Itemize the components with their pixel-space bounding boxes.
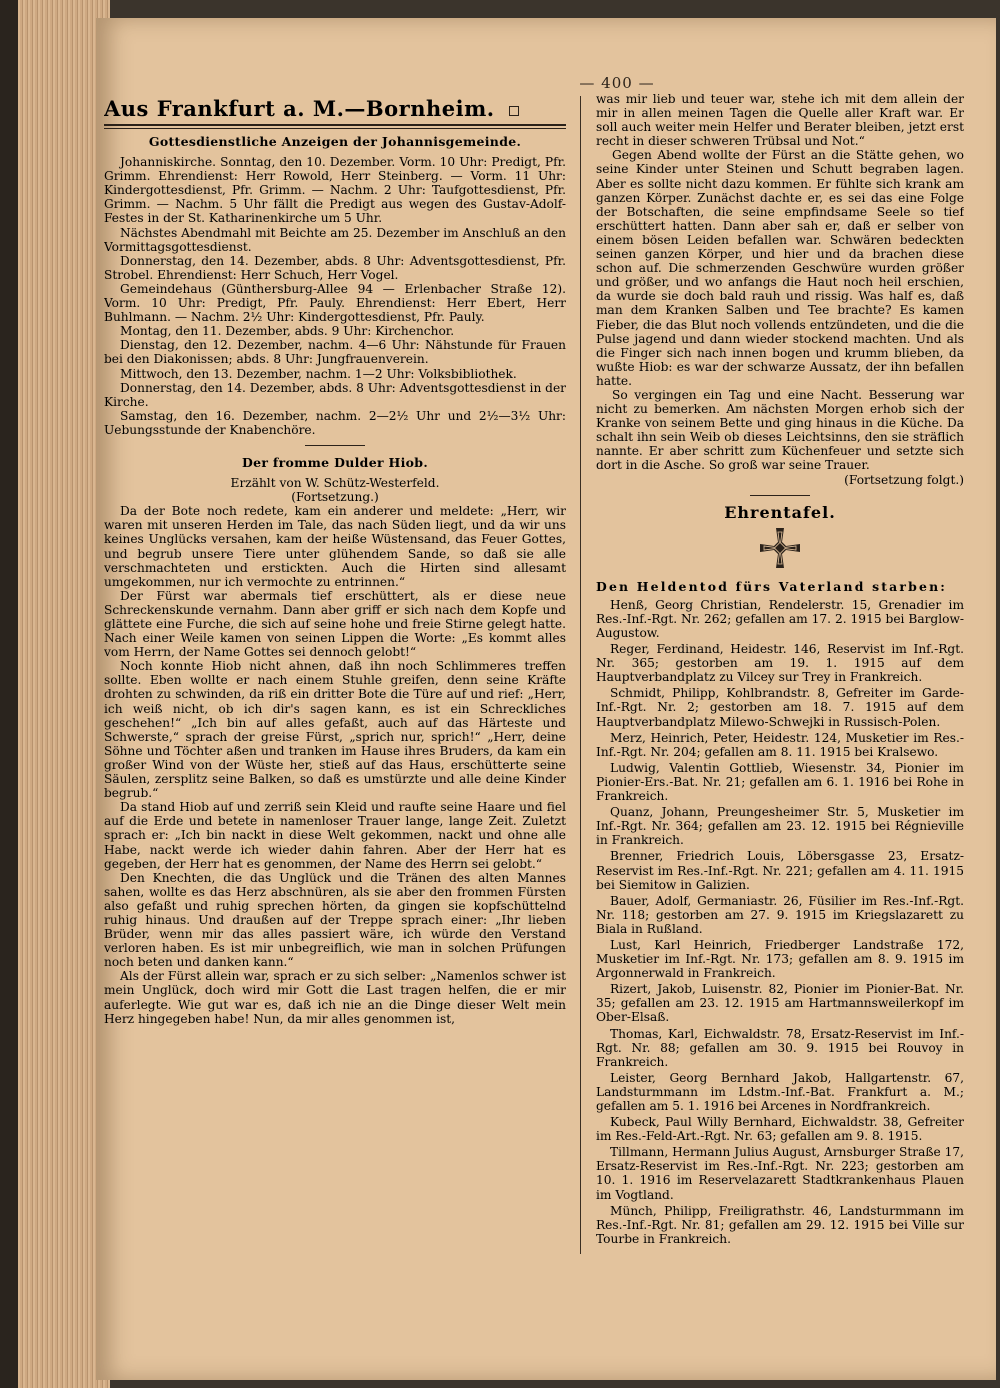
left-column: [104, 92, 566, 1332]
iron-cross-icon: [758, 526, 802, 570]
honor-entry: Merz, Heinrich, Peter, Heidestr. 124, Musketier im Res.-Inf.-Rgt. Nr. 204; gefallen am 8. 11. 1915 bei Kralsewo.: [596, 730, 964, 759]
separator-rule: [750, 495, 810, 496]
section-title: [104, 96, 566, 122]
story-paragraph: Den Knechten, die das Unglück und die Tränen des alten Mannes sahen, wollte es das Herz abschnüren, als sie aber den frommen Fürsten also gefaßt und ruhig sprechen hörten, da gingen sie kopfschüttelnd ruhig hinaus. Und draußen auf der Treppe sprach einer: „Ihr lieben Brüder, wenn mir das alles passiert wäre, ich würde den Verstand verloren haben. Es ist mir unbegreiflich, wie man in solchen Prüfungen noch beten und danken kann.“: [104, 870, 566, 970]
story-end: (Fortsetzung folgt.): [844, 472, 964, 487]
notice-paragraph: Samstag, den 16. Dezember, nachm. 2—2½ Uhr und 2½—3½ Uhr: Uebungsstunde der Knabenchöre.: [104, 408, 566, 437]
notice-paragraph: Mittwoch, den 13. Dezember, nachm. 1—2 Uhr: Volksbibliothek.: [120, 366, 517, 381]
honor-entry: Henß, Georg Christian, Rendelerstr. 15, Grenadier im Res.-Inf.-Rgt. Nr. 262; gefallen am 17. 2. 1915 bei Barglow-Augustow.: [596, 597, 964, 640]
honor-entry: Leister, Georg Bernhard Jakob, Hallgartenstr. 67, Landsturmmann im Ldstm.-Inf.-Bat. Frankfurt a. M.; gefallen am 5. 1. 1916 bei Arcenes in Nordfrankreich.: [596, 1070, 964, 1113]
story-paragraph: Der Fürst war abermals tief erschüttert, als er diese neue Schreckenskunde vernahm. Dann aber griff er sich nach dem Kopfe und glättete eine Furche, die sich auf seine hohe und freie Stirne gelegt hatte. Nach einer Weile kamen von seinen Lippen die Worte: „Es kommt alles vom Herrn, der Name Gottes sei dennoch gelobt!“: [104, 588, 566, 660]
story-paragraph: Da der Bote noch redete, kam ein anderer und meldete: „Herr, wir waren mit unseren Herden im Tale, das nach Süden liegt, und da wir uns keines Unglücks versahen, kam der heiße Wüstensand, das Feuer Gottes, und begrub unsere Tiere unter glühendem Sande, so daß sie alle verschmachteten und erstickten. Auch die Hirten sind allesamt umgekommen, nur ich vermochte zu entrinnen.“: [104, 504, 566, 589]
honor-entry: Rizert, Jakob, Luisenstr. 82, Pionier im Pionier-Bat. Nr. 35; gefallen am 23. 12. 1915 am Hartmannsweilerkopf im Ober-Elsaß.: [596, 982, 964, 1025]
honor-roll-title: Ehrentafel.: [724, 502, 836, 522]
title-rule: [104, 124, 566, 129]
story-title: Der fromme Dulder Hiob.: [242, 454, 428, 470]
notice-paragraph: Gemeindehaus (Günthersburg-Allee 94 — Erlenbacher Straße 12). Vorm. 10 Uhr: Predigt, Pfr. Pauly. Ehrendienst: Herr Ebert, Herr Buhlmann. — Nachm. 2½ Uhr: Kindergottesdienst, Pfr. Pauly.: [104, 281, 566, 325]
story-paragraph: Da stand Hiob auf und zerriß sein Kleid und raufte seine Haare und fiel auf die Erde und betete in namenloser Trauer lange, lange Zeit. Zuletzt sprach er: „Ich bin nackt in diese Welt gekommen, nackt und ohne alle Habe, nackt werde ich wieder dahin fahren. Aber der Herr hat es gegeben, der Herr hat es genommen, der Name des Herrn sei gelobt.“: [104, 800, 566, 871]
notice-paragraph: Donnerstag, den 14. Dezember, abds. 8 Uhr: Adventsgottesdienst, Pfr. Strobel. Ehrendienst: Herr Schuch, Herr Vogel.: [104, 253, 566, 282]
section-title-text: Aus Frankfurt a. M.—Bornheim.: [104, 96, 495, 121]
notice-paragraph: Nächstes Abendmahl mit Beichte am 25. Dezember im Anschluß an den Vormittagsgottesdienst.: [104, 225, 566, 254]
honor-entry: Münch, Philipp, Freiligrathstr. 46, Landsturmmann im Res.-Inf.-Rgt. Nr. 81; gefallen am 29. 12. 1915 bei Ville sur Tourbe in Frankreich.: [596, 1203, 964, 1246]
honor-entry: Reger, Ferdinand, Heidestr. 146, Reservist im Inf.-Rgt. Nr. 365; gestorben am 19. 1. 1915 auf dem Hauptverbandplatz zu Vilcey sur Trey in Frankreich.: [596, 642, 964, 685]
story-continuation: (Fortsetzung.): [291, 490, 379, 505]
honor-entry: Schmidt, Philipp, Kohlbrandstr. 8, Gefreiter im Garde-Inf.-Rgt. Nr. 2; gestorben am 18. 7. 1915 auf dem Hauptverbandplatz Milewo-Schwejki in Russisch-Polen.: [596, 686, 964, 729]
story-byline: Erzählt von W. Schütz-Westerfeld.: [230, 476, 440, 491]
honor-entry: Bauer, Adolf, Germaniastr. 26, Füsilier im Res.-Inf.-Rgt. Nr. 118; gestorben am 27. 9. 1915 im Kriegslazarett zu Biala in Rußland.: [596, 893, 964, 936]
honor-entry: Kubeck, Paul Willy Bernhard, Eichwaldstr. 38, Gefreiter im Res.-Feld-Art.-Rgt. Nr. 63; gefallen am 9. 8. 1915.: [596, 1115, 964, 1144]
honor-entry: Brenner, Friedrich Louis, Löbersgasse 23, Ersatz-Reservist im Res.-Inf.-Rgt. Nr. 221; gefallen am 4. 11. 1915 bei Siemitow in Galizien.: [596, 849, 964, 892]
honor-roll-heading: Den Heldentod fürs Vaterland starben:: [596, 578, 948, 594]
page-number: — 400 —: [579, 74, 655, 92]
story-paragraph: Als der Fürst allein war, sprach er zu sich selber: „Namenlos schwer ist mein Unglück, doch wird mir Gott die Last tragen helfen, die er mir auferlegte. Wie gut war es, daß ich nie an die Dinge dieser Welt mein Herz hingegeben habe! Nun, da mir alles genommen ist,: [104, 969, 566, 1026]
right-column: [596, 92, 964, 1332]
honor-entry: Tillmann, Hermann Julius August, Arnsburger Straße 17, Ersatz-Reservist im Res.-Inf.-Rgt. Nr. 223; gestorben am 10. 1. 1916 im Reservelazarett Stadtkrankenhaus Plauen im Vogtland.: [596, 1145, 964, 1202]
story-paragraph: was mir lieb und teuer war, stehe ich mit dem allein der mir in allen meinen Tagen die Quelle aller Kraft war. Er soll auch weiter mein Helfer und Berater bleiben, jetzt erst recht in dieser schweren Trübsal und Not.“: [596, 92, 964, 149]
honor-entry: Thomas, Karl, Eichwaldstr. 78, Ersatz-Reservist im Inf.-Rgt. Nr. 88; gefallen am 30. 9. 1915 bei Rouvoy in Frankreich.: [596, 1026, 964, 1069]
story-paragraph: Gegen Abend wollte der Fürst an die Stätte gehen, wo seine Kinder unter Steinen und Schutt begraben lagen. Aber es sollte nicht dazu kommen. Er fühlte sich krank am ganzen Körper. Zunächst dachte er, es sei das eine Folge der Botschaften, die seine empfindsame Seele so tief erschüttert hatten. Dann aber sah er, daß er selber von einem bösen Leiden befallen war. Schwären bedeckten seinen ganzen Körper, und hier und da brachen diese schon auf. Die schmerzenden Geschwüre wurden größer und größer, und wo anfangs die Haut noch heil erschien, da wurde sie doch bald rauh und rissig. Was half es, daß man dem Kranken Salben und Tee brachte? Es kamen Fieber, die das Blut noch vollends entzündeten, und die die Pulse jagend und dann wieder stockend machten. Und als die Finger sich nach innen bogen und krumm blieben, da wußte Hiob: es war der schwarze Aussatz, der ihn befallen hatte.: [596, 148, 964, 388]
notice-paragraph: Donnerstag, den 14. Dezember, abds. 8 Uhr: Adventsgottesdienst in der Kirche.: [104, 380, 566, 409]
story-paragraph: So vergingen ein Tag und eine Nacht. Besserung war nicht zu bemerken. Am nächsten Morgen erhob sich der Kranke von seinem Bette und ging hinaus in die Küche. Da schalt ihn sein Weib ob dieses Leichtsinns, den sie sträflich nannte. Er aber schritt zum Küchenfeuer und setzte sich dort in die Asche. So groß war seine Trauer.: [596, 387, 964, 473]
book-spine: [0, 0, 18, 1388]
honor-entry: Lust, Karl Heinrich, Friedberger Landstraße 172, Musketier im Inf.-Rgt. Nr. 173; gefallen am 8. 9. 1915 im Argonnerwald in Frankreich.: [596, 937, 964, 981]
notice-paragraph: Johanniskirche. Sonntag, den 10. Dezember. Vorm. 10 Uhr: Predigt, Pfr. Grimm. Ehrendienst: Herr Rowold, Herr Steinberg. — Vorm. 11 Uhr: Kindergottesdienst, Pfr. Grimm. — Nachm. 2 Uhr: Taufgottesdienst, Pfr. Grimm. — Nachm. 5 Uhr fällt die Predigt aus wegen des Gustav-Adolf-Festes in der St. Katharinenkirche um 5 Uhr.: [104, 155, 566, 226]
column-divider: [580, 96, 581, 1254]
square-ornament-icon: [509, 106, 519, 116]
separator-rule: [305, 445, 365, 446]
honor-entry: Ludwig, Valentin Gottlieb, Wiesenstr. 34, Pionier im Pionier-Ers.-Bat. Nr. 21; gefallen am 6. 1. 1916 bei Rohe in Frankreich.: [596, 760, 964, 804]
notice-header: Gottesdienstliche Anzeigen der Johannisgemeinde.: [148, 134, 522, 149]
notice-paragraph: Dienstag, den 12. Dezember, nachm. 4—6 Uhr: Nähstunde für Frauen bei den Diakonissen; abds. 8 Uhr: Jungfrauenverein.: [104, 338, 566, 367]
story-paragraph: Noch konnte Hiob nicht ahnen, daß ihn noch Schlimmeres treffen sollte. Eben wollte er nach einem Stuhle greifen, denn seine Kräfte drohten zu schwinden, da riß ein dritter Bote die Türe auf und rief: „Herr, ich weiß nicht, ob ich dir's sagen kann, es ist ein Schreckliches geschehen!“ „Ich bin auf alles gefaßt, auch auf das Härteste und Schwerste,“ sprach der greise Fürst, „sprich nur, sprich!“ „Herr, deine Söhne und Töchter aßen und tranken im Hause ihres Bruders, da kam ein großer Wind von der Wüste her, stieß auf das Haus, erschütterte seine Säulen, zersplitz seine Balken, so daß es umstürzte und alle deine Kinder begrub.“: [104, 659, 566, 801]
honor-entry: Quanz, Johann, Preungesheimer Str. 5, Musketier im Inf.-Rgt. Nr. 364; gefallen am 23. 12. 1915 bei Régnieville in Frankreich.: [596, 805, 964, 848]
notice-paragraph: Montag, den 11. Dezember, abds. 9 Uhr: Kirchenchor.: [120, 324, 455, 339]
